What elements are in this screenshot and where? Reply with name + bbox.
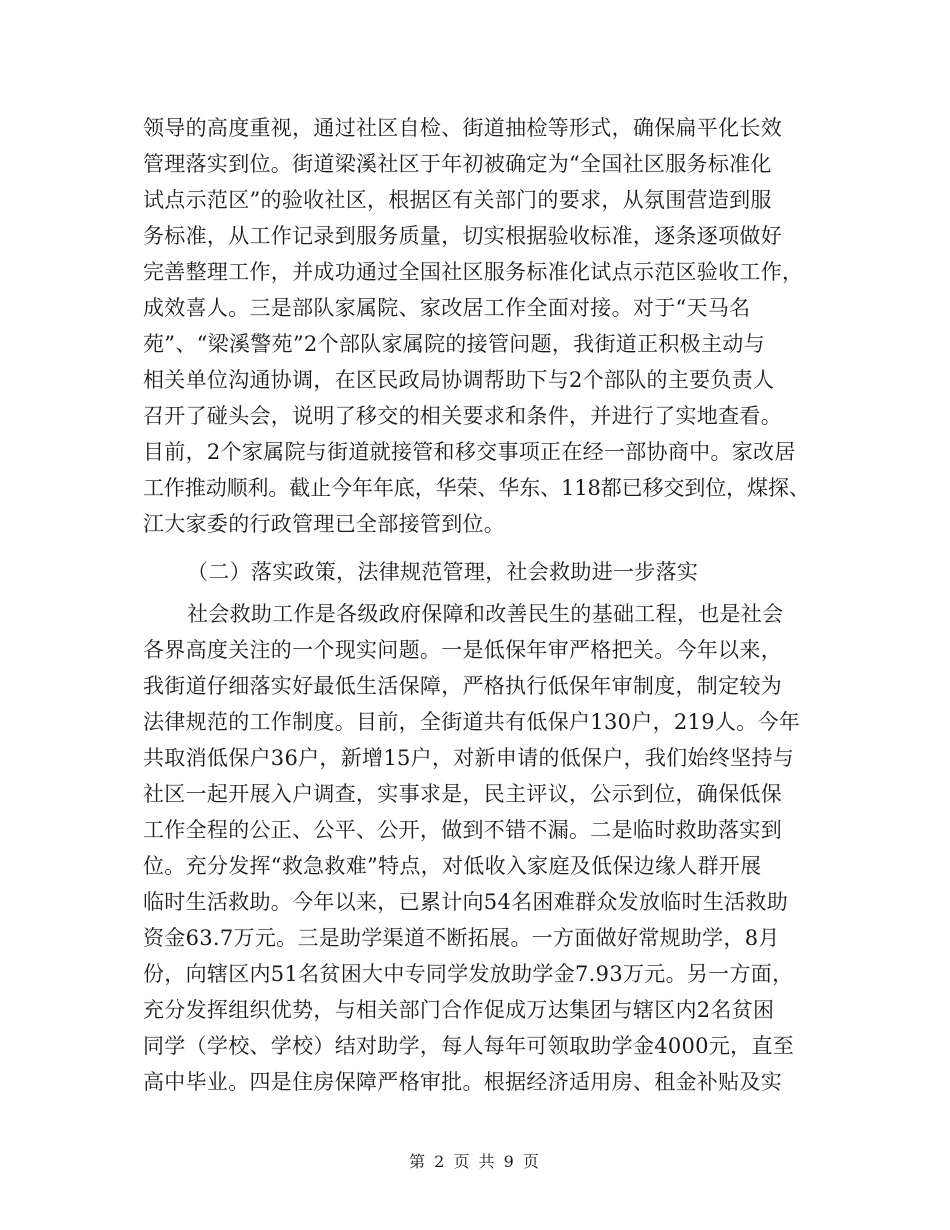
page-number-footer: 第 2 页 共 9 页 (409, 1152, 541, 1171)
body-text-line: 位。充分发挥“救急救难”特点，对低收入家庭及低保边缘人群开展 (143, 854, 762, 878)
body-text-line: 江大家委的行政管理已全部接管到位。 (143, 512, 506, 536)
body-text-line: 管理落实到位。街道梁溪社区于年初被确定为“全国社区服务标准化 (143, 152, 772, 176)
body-text-line: 临时生活救助。今年以来，已累计向54名困难群众发放临时生活救助 (143, 890, 789, 914)
body-text-line: 相关单位沟通协调，在区民政局协调帮助下与2个部队的主要负责人 (143, 368, 775, 392)
body-text-line: 苑”、“梁溪警苑”2个部队家属院的接管问题，我街道正积极主动与 (143, 332, 765, 356)
body-text-line: 成效喜人。三是部队家属院、家改居工作全面对接。对于“天马名 (143, 296, 751, 320)
body-text-line: 法律规范的工作制度。目前，全街道共有低保户130户，219人。今年 (143, 710, 801, 734)
body-text-line: 我街道仔细落实好最低生活保障，严格执行低保年审制度，制定较为 (143, 674, 782, 698)
body-text-line: 资金63.7万元。三是助学渠道不断拓展。一方面做好常规助学，8月 (143, 926, 780, 950)
body-text-line: 务标准，从工作记录到服务质量，切实根据验收标准，逐条逐项做好 (143, 224, 782, 248)
body-text-line: 工作推动顺利。截止今年年底，华荣、华东、118都已移交到位，煤探、 (143, 476, 810, 500)
section-heading: （二）落实政策，法律规范管理，社会救助进一步落实 (187, 560, 699, 584)
body-text-line: 工作全程的公正、公平、公开，做到不错不漏。二是临时救助落实到 (143, 818, 782, 842)
body-text-line: 目前，2个家属院与街道就接管和移交事项正在经一部协商中。家改居 (143, 440, 796, 464)
body-text-line: 完善整理工作，并成功通过全国社区服务标准化试点示范区验收工作， (143, 260, 804, 284)
body-text-line: 充分发挥组织优势，与相关部门合作促成万达集团与辖区内2名贫困 (143, 998, 775, 1022)
body-text-line: 召开了碰头会，说明了移交的相关要求和条件，并进行了实地查看。 (143, 404, 782, 428)
body-text-line: 领导的高度重视，通过社区自检、街道抽检等形式，确保扁平化长效 (143, 116, 782, 140)
body-text-line: 试点示范区”的验收社区，根据区有关部门的要求，从氛围营造到服 (143, 188, 772, 212)
body-text-line: 份，向辖区内51名贫困大中专同学发放助学金7.93万元。另一方面， (143, 962, 794, 986)
body-text-line: 社区一起开展入户调查，实事求是，民主评议，公示到位，确保低保 (143, 782, 782, 806)
body-text-line: 高中毕业。四是住房保障严格审批。根据经济适用房、租金补贴及实 (143, 1070, 782, 1094)
body-text-line: 社会救助工作是各级政府保障和改善民生的基础工程，也是社会 (187, 602, 784, 626)
body-text-line: 各界高度关注的一个现实问题。一是低保年审严格把关。今年以来， (143, 638, 782, 662)
body-text-line: 同学（学校、学校）结对助学，每人每年可领取助学金4000元，直至 (143, 1034, 795, 1058)
body-text-line: 共取消低保户36户，新增15户，对新申请的低保户，我们始终坚持与 (143, 746, 795, 770)
